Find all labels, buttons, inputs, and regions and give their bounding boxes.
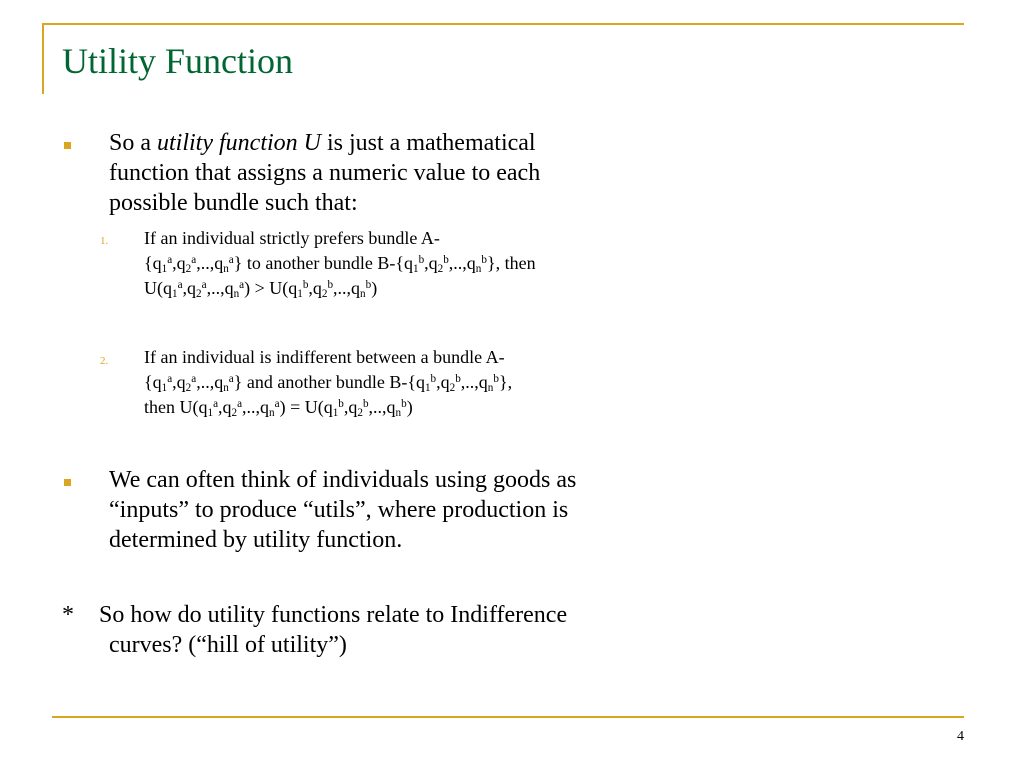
superscript: b — [493, 373, 499, 386]
superscript: b — [443, 254, 449, 267]
subscript: n — [233, 287, 240, 300]
square-bullet-icon — [64, 142, 71, 149]
subscript: 1 — [412, 262, 419, 275]
subscript: 1 — [161, 262, 168, 275]
superscript: a — [191, 373, 197, 386]
subscript: 2 — [321, 287, 328, 300]
list-number: 2. — [100, 355, 109, 367]
subscript: 1 — [172, 287, 178, 300]
superscript: b — [401, 398, 407, 411]
superscript: b — [302, 279, 309, 292]
bullet-1-text — [109, 128, 540, 218]
bullet-2-text — [109, 465, 576, 555]
bullet-2-line-3: determined by utility function. — [109, 527, 403, 553]
superscript: a — [228, 373, 234, 386]
subscript: 2 — [449, 381, 456, 394]
bullet-1-line-3: possible bundle such that: — [109, 190, 358, 216]
list-item-2-line-2: $\{q_1^a,q_2^a,..,q_n^a\}$ and another bundle $B-\{q_1^b,q_2^b,..,q_n^b\}$, — [144, 372, 513, 394]
superscript: b — [338, 398, 344, 411]
superscript: a — [191, 254, 197, 267]
superscript: a — [239, 279, 245, 292]
list-item-2-line-1: If an individual is indifferent between a bundle A- — [144, 347, 505, 367]
subscript: 1 — [161, 381, 168, 394]
bullet-1-line-1 — [109, 128, 540, 158]
question-line-2: curves? (“hill of utility”) — [109, 632, 347, 658]
subscript: 1 — [297, 287, 303, 300]
bullet-1-italic: utility function U — [157, 130, 321, 156]
question-text — [99, 600, 567, 660]
list-item-1-line-3: $U(q_1^a,q_2^a,..,q_n^a) > U(q_1^b,q_2^b,..,q_n^b)$ — [144, 278, 378, 300]
list-number: 1. — [100, 235, 109, 247]
list-item-1-line-2: $\{q_1^a,q_2^a,..,q_n^a\}$ to another bundle $B-\{q_1^b,q_2^b,..,q_n^b\}$, then — [144, 253, 536, 275]
list-item-2 — [144, 345, 512, 420]
superscript: a — [201, 279, 207, 292]
superscript: b — [362, 398, 369, 411]
subscript: 2 — [231, 406, 238, 419]
list-item-1-line-1: If an individual strictly prefers bundle A- — [144, 228, 440, 248]
superscript: a — [177, 279, 183, 292]
superscript: a — [167, 254, 173, 267]
subscript: 1 — [424, 381, 431, 394]
bullet-1-line-2: function that assigns a numeric value to each — [109, 160, 541, 186]
list-item-1 — [144, 226, 536, 301]
bullet-1-post: is just a mathematical — [320, 130, 536, 156]
slide-title: Utility Function — [62, 41, 294, 81]
subscript: 1 — [207, 406, 214, 419]
subscript: n — [223, 262, 229, 275]
bullet-2-line-1: We can often think of individuals using goods as — [109, 467, 577, 493]
superscript: a — [237, 398, 243, 411]
superscript: b — [418, 254, 425, 267]
subscript: n — [475, 262, 482, 275]
subscript: n — [269, 406, 275, 419]
top-rule — [43, 23, 964, 25]
list-item-2-line-3: then $U(q_1^a,q_2^a,..,q_n^a) = U(q_1^b,q_2^b,..,q_n^b)$ — [144, 397, 413, 419]
superscript: b — [365, 279, 372, 292]
subscript: n — [487, 381, 494, 394]
subscript: n — [223, 381, 229, 394]
page-number: 4 — [957, 729, 964, 744]
bottom-rule — [52, 716, 964, 718]
superscript: b — [455, 373, 461, 386]
left-rule — [42, 23, 44, 94]
subscript: 2 — [357, 406, 363, 419]
subscript: 2 — [196, 287, 202, 300]
superscript: b — [430, 373, 437, 386]
bullet-2-line-2: “inputs” to produce “utils”, where production is — [109, 497, 569, 523]
subscript: 2 — [437, 262, 444, 275]
subscript: 1 — [332, 406, 339, 419]
question-line-1: So how do utility functions relate to Indifference — [99, 602, 568, 628]
subscript: n — [395, 406, 402, 419]
superscript: a — [167, 373, 173, 386]
superscript: a — [228, 254, 234, 267]
superscript: a — [213, 398, 219, 411]
superscript: a — [274, 398, 280, 411]
subscript: 2 — [185, 262, 192, 275]
superscript: b — [327, 279, 334, 292]
subscript: n — [360, 287, 366, 300]
superscript: b — [481, 254, 487, 267]
asterisk-marker: * — [62, 602, 74, 628]
square-bullet-icon — [64, 479, 71, 486]
bullet-1-pre: So a — [109, 130, 157, 156]
subscript: 2 — [185, 381, 192, 394]
